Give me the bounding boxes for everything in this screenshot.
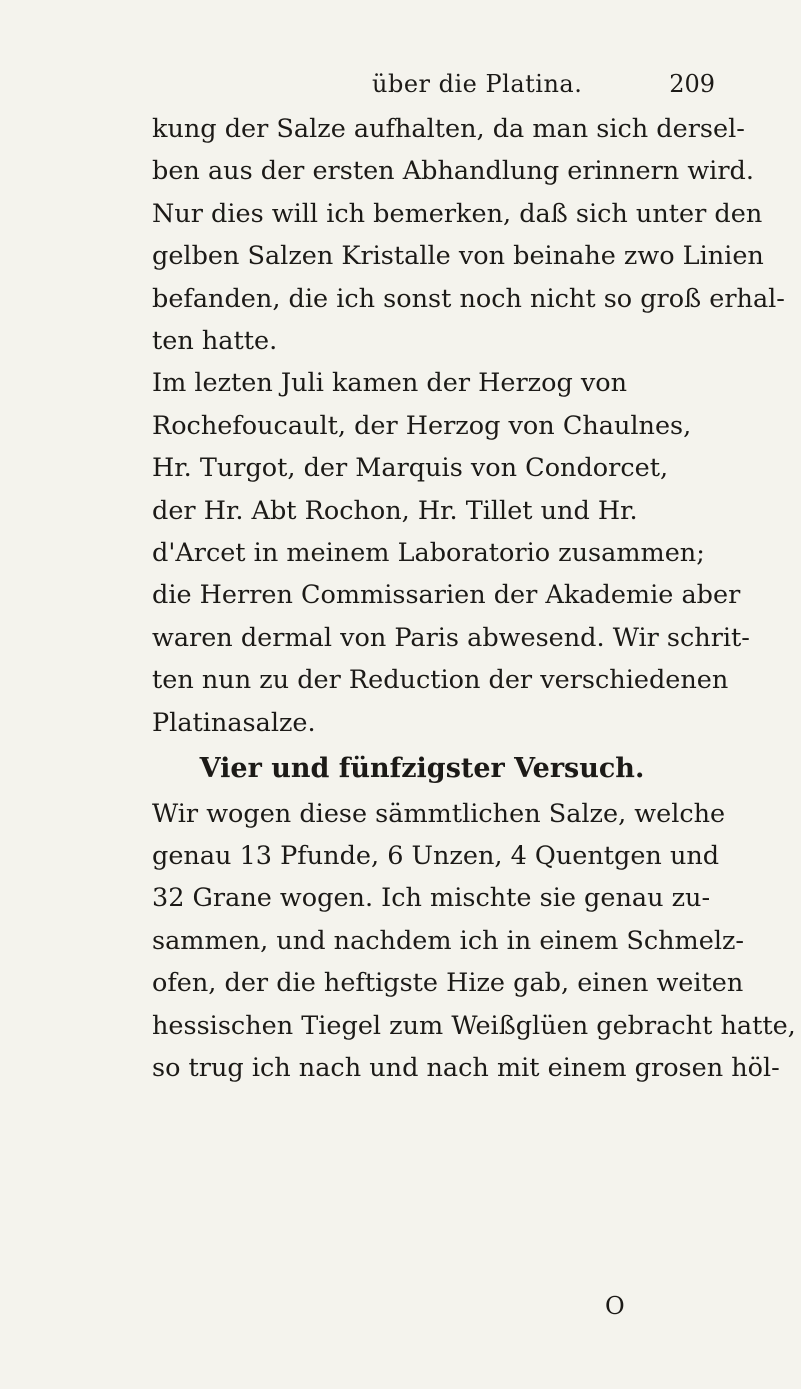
text-line: ofen, der die heftigste Hize gab, einen weiten	[152, 968, 744, 999]
text-line: der Hr. Abt Rochon, Hr. Tillet und Hr.	[152, 495, 638, 526]
section-heading: Vier und fünfzigster Versuch.	[199, 753, 645, 785]
text-line: waren dermal von Paris abwesend. Wir schrit-	[152, 622, 750, 653]
body-text	[152, 108, 796, 1089]
catchword: O	[605, 1292, 625, 1320]
text-line: ben aus der ersten Abhandlung erinnern wird.	[152, 156, 754, 187]
text-line: die Herren Commissarien der Akademie aber	[152, 580, 741, 611]
text-line: Platinasalze.	[152, 707, 316, 738]
text-line: befanden, die ich sonst noch nicht so groß erhal-	[152, 283, 785, 314]
text-line: Rochefoucault, der Herzog von Chaulnes,	[152, 410, 692, 441]
text-line: Im lezten Juli kamen der Herzog von	[152, 368, 628, 399]
text-line: genau 13 Pfunde, 6 Unzen, 4 Quentgen und	[152, 840, 720, 871]
running-head	[372, 62, 715, 102]
text-line: hessischen Tiegel zum Weißglüen gebracht hatte,	[152, 1010, 796, 1041]
text-line: gelben Salzen Kristalle von beinahe zwo Linien	[152, 241, 764, 272]
text-line: ten hatte.	[152, 326, 278, 357]
text-line: Hr. Turgot, der Marquis von Condorcet,	[152, 453, 669, 484]
text-line: Nur dies will ich bemerken, daß sich unter den	[152, 198, 763, 229]
text-line: 32 Grane wogen. Ich mischte sie genau zu-	[152, 883, 711, 914]
text-line: d'Arcet in meinem Laboratorio zusammen;	[152, 538, 705, 569]
page-number: 209	[669, 70, 715, 98]
text-line: kung der Salze aufhalten, da man sich dersel-	[152, 114, 745, 144]
text-line: ten nun zu der Reduction der verschiedenen	[152, 665, 729, 696]
text-line: sammen, und nachdem ich in einem Schmelz-	[152, 925, 745, 956]
text-line: so trug ich nach und nach mit einem grosen höl-	[152, 1052, 780, 1083]
text-line: Wir wogen diese sämmtlichen Salze, welche	[152, 798, 726, 829]
running-title: über die Platina.	[372, 70, 583, 98]
